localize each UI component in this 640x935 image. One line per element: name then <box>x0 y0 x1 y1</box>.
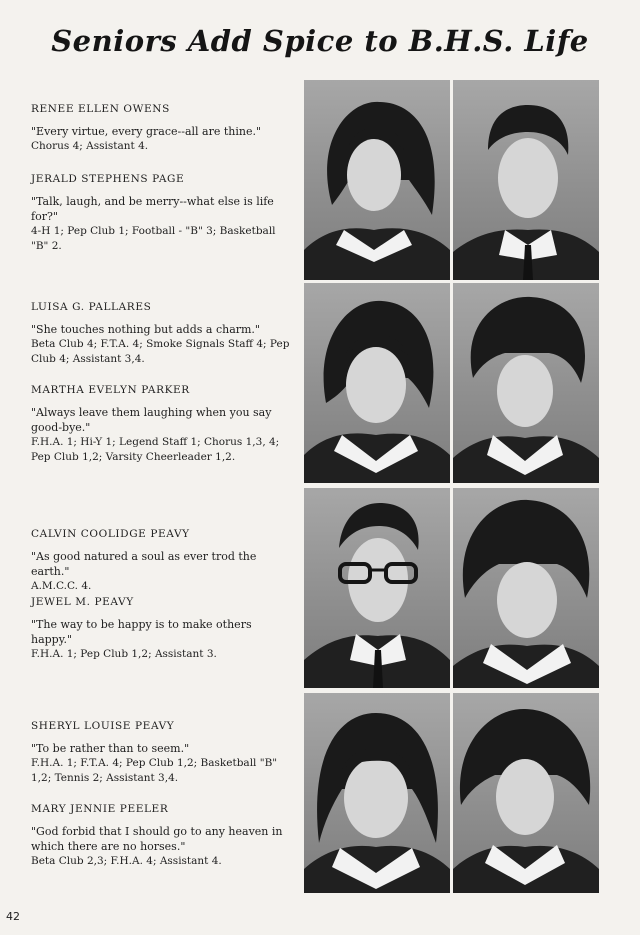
senior-quote: "The way to be happy is to make others happy." <box>31 618 252 646</box>
senior-entry-owens <box>31 103 291 154</box>
senior-name: CALVIN COOLIDGE PEAVY <box>31 528 190 540</box>
portrait-owens <box>304 80 450 280</box>
portrait-calvin-peavy <box>304 488 450 688</box>
senior-name: JERALD STEPHENS PAGE <box>31 173 185 185</box>
senior-activities: 4-H 1; Pep Club 1; Football - "B" 3; Basketball "B" 2. <box>31 225 276 252</box>
senior-quote: "Talk, laugh, and be merry--what else is life for?" <box>31 195 274 223</box>
senior-activities: F.H.A. 1; F.T.A. 4; Pep Club 1,2; Basketball "B" 1,2; Tennis 2; Assistant 3,4. <box>31 757 278 784</box>
senior-name: MARY JENNIE PEELER <box>31 803 169 815</box>
senior-entry-parker <box>31 384 291 465</box>
page-number: 42 <box>6 910 20 923</box>
senior-quote: "God forbid that I should go to any heaven in which there are no horses." <box>31 825 283 853</box>
senior-entry-peeler <box>31 803 291 869</box>
portrait-jewel-peavy <box>453 488 599 688</box>
senior-activities: Beta Club 2,3; F.H.A. 4; Assistant 4. <box>31 855 222 867</box>
portrait-peeler <box>453 693 599 893</box>
senior-quote: "To be rather than to seem." <box>31 742 190 755</box>
senior-entry-page <box>31 173 291 254</box>
senior-activities: Beta Club 4; F.T.A. 4; Smoke Signals Staff 4; Pep Club 4; Assistant 3,4. <box>31 338 290 365</box>
senior-activities: F.H.A. 1; Hi-Y 1; Legend Staff 1; Chorus 1,3, 4; Pep Club 1,2; Varsity Cheerleader 1,2. <box>31 436 280 463</box>
senior-activities: Chorus 4; Assistant 4. <box>31 140 149 152</box>
page-title: Seniors Add Spice to B.H.S. Life <box>51 24 589 58</box>
senior-entry-jewel-peavy <box>31 596 291 662</box>
senior-name: JEWEL M. PEAVY <box>31 596 134 608</box>
senior-name: LUISA G. PALLARES <box>31 301 152 313</box>
senior-activities: A.M.C.C. 4. <box>31 580 92 592</box>
senior-quote: "Every virtue, every grace--all are thine." <box>31 125 262 138</box>
senior-quote: "As good natured a soul as ever trod the earth." <box>31 550 257 578</box>
senior-name: SHERYL LOUISE PEAVY <box>31 720 175 732</box>
senior-quote: "She touches nothing but adds a charm." <box>31 323 260 336</box>
senior-quote: "Always leave them laughing when you say good-bye." <box>31 406 272 434</box>
senior-entry-calvin-peavy <box>31 528 291 594</box>
senior-name: RENEE ELLEN OWENS <box>31 103 170 115</box>
senior-activities: F.H.A. 1; Pep Club 1,2; Assistant 3. <box>31 648 217 660</box>
senior-entry-sheryl-peavy <box>31 720 291 786</box>
senior-name: MARTHA EVELYN PARKER <box>31 384 190 396</box>
senior-entry-pallares <box>31 301 291 367</box>
portrait-pallares <box>304 283 450 483</box>
portrait-parker <box>453 283 599 483</box>
portrait-page <box>453 80 599 280</box>
portrait-sheryl-peavy <box>304 693 450 893</box>
